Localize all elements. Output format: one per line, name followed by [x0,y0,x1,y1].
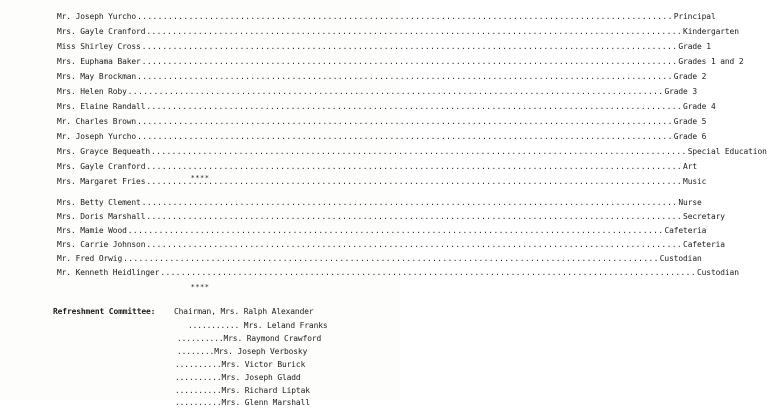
staff-name: Mrs. Gayle Cranford [57,162,146,171]
faculty-row [57,41,711,53]
dot-leader [128,225,664,237]
committee-member: ..........Mrs. Raymond Crawford [177,334,322,343]
dot-leader [160,267,696,279]
committee-member: ..........Mrs. Joseph Gladd [175,373,301,382]
staff-name: Mrs. Euphama Baker [57,57,141,66]
staff-role: Grade 6 [673,132,707,141]
faculty-row [57,11,716,23]
committee-member: ........Mrs. Joseph Verbosky [177,347,308,356]
dot-leader [142,197,678,209]
dot-leader [137,11,673,23]
faculty-row [57,56,744,68]
staff-name: Mrs. Carrie Johnson [57,240,146,249]
faculty-row [57,71,707,83]
staff-name: Mr. Fred Orwig [57,254,123,263]
staff-role: Grade 4 [683,102,716,111]
staff-role: Principal [673,12,716,21]
dot-leader [151,146,687,158]
staff-name: Mr. Joseph Yurcho [57,12,137,21]
staff-name: Mr. Joseph Yurcho [57,132,137,141]
faculty-row [57,116,707,128]
staff-role: Nurse [678,198,702,207]
dot-leader [128,86,664,98]
staff-name: Mr. Kenneth Heidlinger [57,268,160,277]
staff-name: Mrs. Grayce Bequeath [57,147,151,156]
section-separator: **** [190,174,210,182]
staff-role: Grade 2 [673,72,707,81]
faculty-row [57,146,767,158]
staff-name: Mr. Charles Brown [57,117,137,126]
staff-name: Mrs. May Brockman [57,72,137,81]
staff-name: Mrs. Mamie Wood [57,226,127,235]
staff-role: Grade 1 [678,42,711,51]
dot-leader [137,116,673,128]
faculty-row [57,161,697,173]
dot-leader [146,101,682,113]
dot-leader [137,71,673,83]
dot-leader [146,26,682,38]
staff-role: Music [683,177,707,186]
dot-leader [123,253,659,265]
staff-role: Custodian [697,268,739,277]
committee-member: ..........Mrs. Glenn Marshall [175,398,310,407]
staff-row [57,197,702,209]
dot-leader [142,56,678,68]
staff-name: Mrs. Helen Roby [57,87,127,96]
committee-member: ........... Mrs. Leland Franks [188,321,328,330]
staff-role: Cafeteria [683,240,725,249]
committee-member: ..........Mrs. Victor Burick [175,360,306,369]
committee-chairman: Chairman, Mrs. Ralph Alexander [174,307,314,316]
faculty-row [57,26,739,38]
staff-role: Cafeteria [664,226,707,235]
staff-row [57,239,725,251]
staff-role: Custodian [659,254,702,263]
dot-leader [137,131,673,143]
staff-name: Miss Shirley Cross [57,42,141,51]
staff-role: Art [683,162,697,171]
staff-name: Mrs. Elaine Randall [57,102,146,111]
staff-role: Special Education [687,147,767,156]
dot-leader [146,211,682,223]
faculty-row [57,131,707,143]
faculty-row [57,101,716,113]
dot-leader [146,161,682,173]
committee-label: Refreshment Committee: [53,307,156,316]
committee-member: ..........Mrs. Richard Liptak [175,386,310,395]
section-separator: **** [190,283,210,291]
staff-row [57,225,707,237]
staff-row [57,253,702,265]
staff-row [57,211,725,223]
dot-leader [142,41,678,53]
staff-role: Grades 1 and 2 [678,57,744,66]
staff-role: Secretary [683,212,725,221]
staff-name: Mrs. Betty Clement [57,198,141,207]
staff-role: Grade 5 [673,117,707,126]
staff-role: Kindergarten [683,27,739,36]
dot-leader [146,239,682,251]
staff-name: Mrs. Doris Marshall [57,212,146,221]
staff-name: Mrs. Margaret Fries [57,177,146,186]
staff-role: Grade 3 [664,87,697,96]
faculty-row [57,86,697,98]
staff-row [57,267,739,279]
staff-name: Mrs. Gayle Cranford [57,27,146,36]
